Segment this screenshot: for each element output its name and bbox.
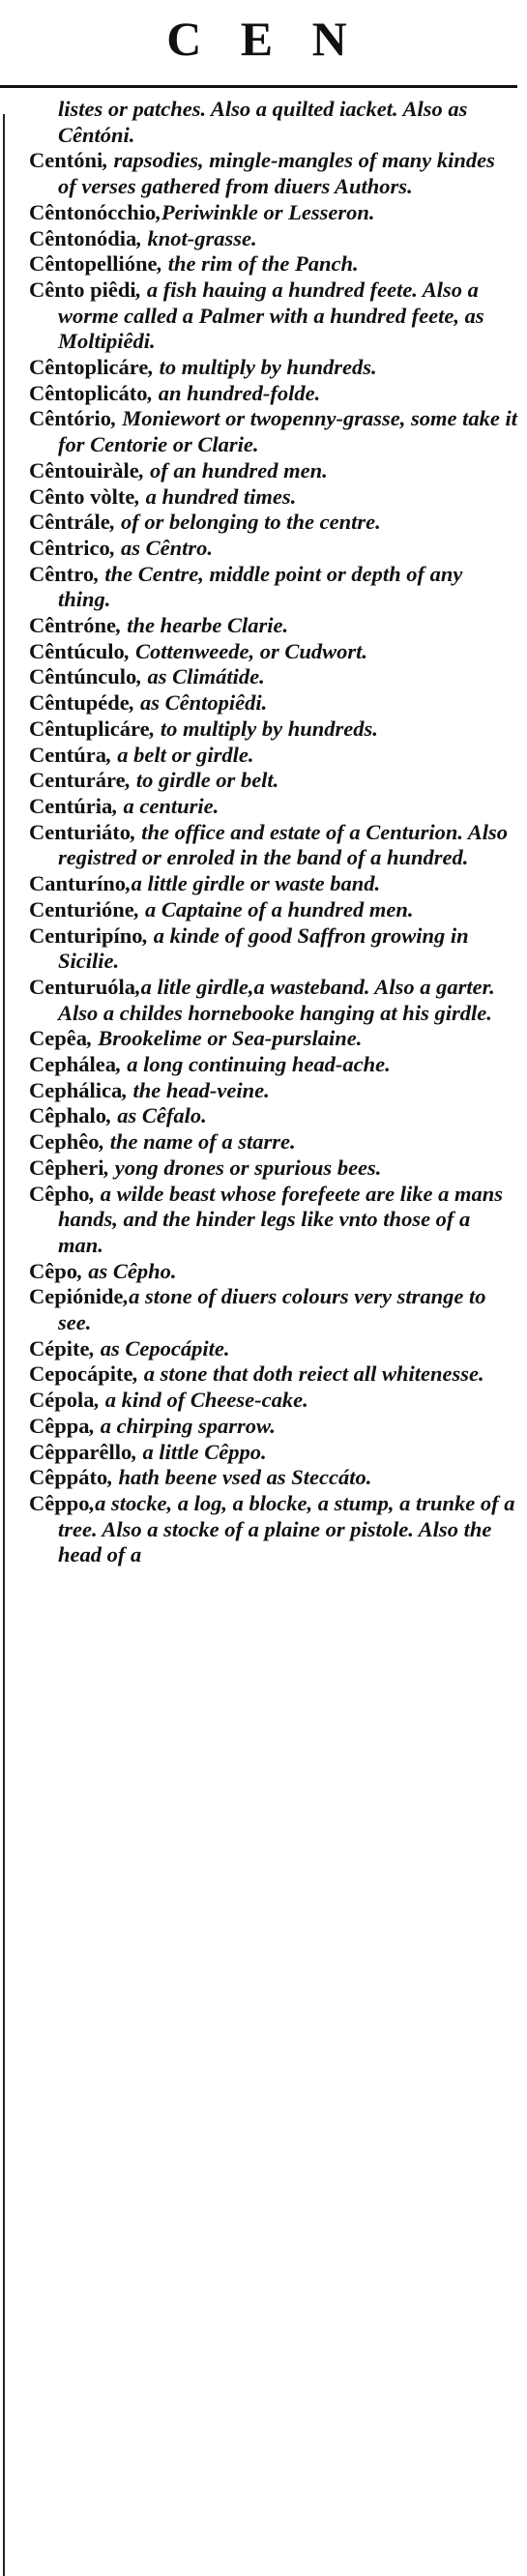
entry-definition: ,a little girdle or waste band.	[126, 871, 381, 896]
entry-headword: Cênto piêdi	[29, 277, 136, 302]
entry-headword: Centuripíno	[29, 922, 143, 948]
left-margin-rule	[3, 114, 5, 2576]
entry-definition: , to girdle or belt.	[125, 768, 279, 793]
entry-headword: Centuriáto	[29, 819, 131, 844]
entry-definition: , a fish hauing a hundred feete. Also a worme called a Palmer with a hundred feete, as Moltipiêdi.	[58, 277, 484, 354]
entry-headword: Cépite	[29, 1335, 90, 1361]
dictionary-entry	[29, 1259, 517, 1285]
entry-definition: , the hearbe Clarie.	[115, 613, 289, 638]
entry-headword: Cêntonódia	[29, 225, 137, 250]
entry-definition: listes or patches. Also a quilted iacket. Also as Cêntóni.	[58, 97, 468, 147]
entry-definition: , a belt or girdle.	[106, 742, 254, 767]
entry-headword: Cêntróne	[29, 613, 116, 638]
dictionary-entry	[29, 820, 517, 871]
dictionary-entry	[29, 148, 517, 199]
dictionary-entry	[29, 226, 517, 252]
dictionary-entry	[29, 1078, 517, 1104]
entry-headword: Centuruóla	[29, 974, 136, 999]
entry-definition: , as Climátide.	[136, 664, 265, 689]
entry-definition: , the name of a starre.	[99, 1129, 296, 1155]
entry-headword: Cêntonócchio	[29, 199, 157, 224]
entry-definition: , rapsodies, mingle-mangles of many kindes of verses gathered from diuers Authors.	[58, 148, 495, 199]
entry-headword: Cêpparêllo	[29, 1439, 132, 1464]
dictionary-entry	[29, 1414, 517, 1440]
dictionary-entry	[29, 897, 517, 923]
entry-headword: Cêntouiràle	[29, 457, 139, 483]
dictionary-entry	[29, 1284, 517, 1335]
dictionary-entry	[29, 975, 517, 1026]
dictionary-entry	[29, 1026, 517, 1052]
entry-definition: , as Cêntopiêdi.	[129, 690, 268, 716]
entry-headword: Cêntopellióne	[29, 251, 158, 277]
dictionary-entry	[29, 1156, 517, 1182]
entry-headword: Cêppáto	[29, 1465, 108, 1490]
dictionary-entry	[29, 1129, 517, 1156]
dictionary-entry	[29, 871, 517, 897]
entry-headword: Cêntoplicáre	[29, 355, 149, 380]
dictionary-entry	[29, 613, 517, 639]
entry-definition: , a stone that doth reiect all whitenesse.	[132, 1361, 484, 1387]
entry-headword: Centurióne	[29, 896, 134, 922]
entry-definition: , a Captaine of a hundred men.	[133, 896, 414, 922]
entry-headword: Cepiónide	[29, 1284, 124, 1309]
entry-definition: , a kind of Cheese-cake.	[94, 1388, 308, 1413]
entry-definition: ,a stone of diuers colours very strange to see.	[58, 1284, 486, 1335]
entry-headword: Cêntro	[29, 561, 95, 586]
dictionary-entry	[29, 1440, 517, 1466]
dictionary-entry	[29, 251, 517, 278]
entry-definition: , a hundred times.	[134, 483, 297, 509]
entry-definition: , as Cepocápite.	[89, 1335, 230, 1361]
entry-definition: , an hundred-folde.	[147, 380, 321, 405]
entry-headword: Cepocápite	[29, 1361, 133, 1387]
dictionary-entry	[29, 923, 517, 975]
entry-list	[29, 97, 517, 1568]
entry-headword: Cêntoplicáto	[29, 380, 148, 405]
dictionary-entry	[29, 1361, 517, 1388]
entry-definition: , of or belonging to the centre.	[109, 510, 381, 535]
entry-definition: ,a stocke, a log, a blocke, a stump, a trunke of a tree. Also a stocke of a plaine or pistole. Also the head of a	[58, 1490, 515, 1567]
dictionary-entry	[29, 1052, 517, 1078]
dictionary-entry	[29, 355, 517, 381]
entry-headword: Cêntrále	[29, 510, 110, 535]
entry-definition: , the Centre, middle point or depth of any thing.	[58, 561, 463, 612]
entry-definition: , knot-grasse.	[136, 225, 257, 250]
entry-headword: Cephêo	[29, 1129, 100, 1155]
entry-headword: Cêpheri	[29, 1155, 104, 1180]
entry-definition: , a kinde of good Saffron growing in Sicilie.	[58, 922, 469, 974]
dictionary-entry	[29, 97, 517, 148]
dictionary-entry	[29, 664, 517, 690]
entry-headword: Cêntupéde	[29, 690, 130, 716]
dictionary-entry	[29, 200, 517, 226]
entry-headword: Cepêa	[29, 1026, 87, 1051]
entry-definition: , as Cêpho.	[77, 1258, 177, 1283]
entry-headword: Centúra	[29, 742, 106, 767]
dictionary-entry	[29, 639, 517, 665]
entry-definition: , a chirping sparrow.	[89, 1413, 276, 1438]
entry-definition: , the office and estate of a Centurion. Also registred or enroled in the band of a hundred.	[58, 819, 509, 870]
entry-headword: Cêpho	[29, 1181, 90, 1206]
dictionary-entry	[29, 510, 517, 536]
entry-headword: Cêntrico	[29, 535, 110, 560]
entry-headword: Centóni	[29, 148, 103, 173]
page-header: C E N	[166, 12, 361, 66]
entry-headword: Cêntúnculo	[29, 664, 137, 689]
entry-headword: Cépola	[29, 1388, 95, 1413]
entry-definition: , a little Cêppo.	[132, 1439, 267, 1464]
entry-headword: Cêppa	[29, 1413, 90, 1438]
entry-headword: Cênto vòlte	[29, 483, 135, 509]
entry-definition: ,Periwinkle or Lesseron.	[156, 199, 375, 224]
dictionary-entry	[29, 536, 517, 562]
dictionary-entry	[29, 1336, 517, 1362]
dictionary-entry	[29, 768, 517, 794]
dictionary-entry	[29, 717, 517, 743]
dictionary-entry	[29, 690, 517, 717]
entry-definition: , hath beene vsed as Steccáto.	[107, 1465, 372, 1490]
dictionary-entry	[29, 562, 517, 613]
dictionary-entry	[29, 381, 517, 407]
entry-headword: Cêntúculo	[29, 638, 125, 663]
entry-definition: , a centurie.	[112, 793, 220, 818]
dictionary-entry	[29, 484, 517, 511]
dictionary-entry	[29, 1388, 517, 1414]
dictionary-entry	[29, 1182, 517, 1259]
entry-definition: , a long continuing head-ache.	[116, 1052, 391, 1077]
entry-definition: , to multiply by hundreds.	[149, 716, 378, 741]
entry-headword: Cêphalo	[29, 1103, 107, 1128]
entry-definition: , the head-veine.	[122, 1077, 270, 1102]
dictionary-entry	[29, 458, 517, 484]
entry-definition: , a wilde beast whose forefeete are like a mans hands, and the hinder legs like vnto those of a man.	[58, 1181, 503, 1257]
entry-definition: , to multiply by hundreds.	[148, 355, 377, 380]
dictionary-entry	[29, 1103, 517, 1129]
entry-headword: Canturíno	[29, 871, 127, 896]
entry-headword: Cêpo	[29, 1258, 77, 1283]
entry-definition: , of an hundred men.	[138, 457, 328, 483]
dictionary-entry	[29, 406, 517, 457]
entry-definition: , as Cêfalo.	[106, 1103, 207, 1128]
entry-headword: Cêntuplicáre	[29, 716, 150, 741]
dictionary-entry	[29, 794, 517, 820]
entry-headword: Cêntório	[29, 406, 111, 431]
dictionary-entry	[29, 278, 517, 355]
entry-headword: Cephálea	[29, 1052, 116, 1077]
dictionary-entry	[29, 1491, 517, 1568]
entry-definition: , the rim of the Panch.	[157, 251, 359, 277]
dictionary-entry	[29, 743, 517, 769]
entry-definition: ,a litle girdle,a wasteband. Also a garter. Also a childes hornebooke hanging at his girdle.	[58, 974, 495, 1025]
entry-definition: , Brookelime or Sea-purslaine.	[87, 1026, 363, 1051]
entry-definition: , yong drones or spurious bees.	[103, 1155, 382, 1180]
entry-definition: , Moniewort or twopenny-grasse, some take it for Centorie or Clarie.	[58, 406, 518, 457]
entry-headword: Centúria	[29, 793, 113, 818]
entry-headword: Cêppo	[29, 1490, 90, 1515]
entry-definition: , as Cêntro.	[109, 535, 213, 560]
dictionary-entry	[29, 1465, 517, 1491]
header-rule	[0, 85, 517, 88]
entry-headword: Centuráre	[29, 768, 126, 793]
entry-definition: , Cottenweede, or Cudwort.	[124, 638, 368, 663]
entry-headword: Cephálica	[29, 1077, 123, 1102]
